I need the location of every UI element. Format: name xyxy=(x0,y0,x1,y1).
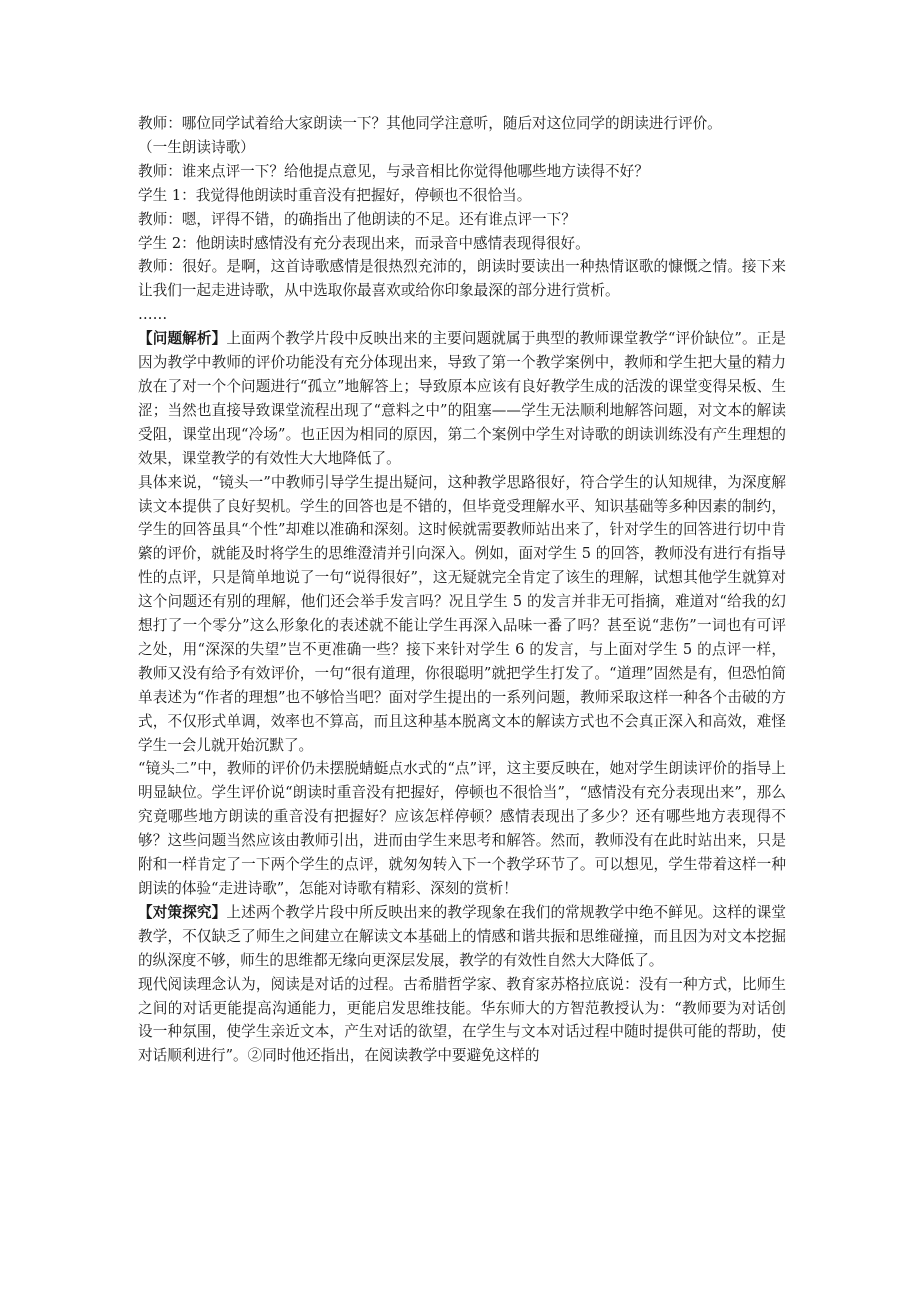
paragraph: 具体来说，“镜头一”中教师引导学生提出疑问，这种教学思路很好，符合学生的认知规律，为深度解读文本提供了良好契机。学生的回答也是不错的，但毕竟受理解水平、知识基础等多种因素的制约，学生的回答虽具“个性”却难以准确和深刻。这时候就需要教师站出来了，针对学生的回答进行切中肯綮的评价，就能及时将学生的思维澄清并引向深入。例如，面对学生 5 的回答，教师没有进行有指导性的点评，只是简单地说了一句“说得很好”，这无疑就完全肯定了该生的理解，试想其他学生就算对这个问题还有别的理解，他们还会举手发言吗？况且学生 5 的发言并非无可指摘，难道对“给我的幻想打了一个零分”这么形象化的表述就不能让学生再深入品味一番了吗？甚至说“悲伤”一词也有可评之处，用“深深的失望”岂不更准确一些？接下来针对学生 6 的发言，与上面对学生 5 的点评一样，教师又没有给予有效评价，一句“很有道理，你很聪明”就把学生打发了。“道理”固然是有，但恐怕简单表述为“作者的理想”也不够恰当吧？面对学生提出的一系列问题，教师采取这样一种各个击破的方式，不仅形式单调，效率也不算高，而且这种基本脱离文本的解读方式也不会真正深入和高效，难怪学生一会儿就开始沉默了。 xyxy=(138,473,786,754)
paragraph-strategy: 【对策探究】上述两个教学片段中所反映出来的教学现象在我们的常规教学中绝不鲜见。这样的课堂教学，不仅缺乏了师生之间建立在解读文本基础上的情感和谐共振和思维碰撞，而且因为对文本挖掘的纵深度不够，师生的思维都无缘向更深层发展，教学的有效性自然大大降低了。 xyxy=(138,903,786,969)
document-page xyxy=(138,112,786,1068)
paragraph-problem-analysis: 【问题解析】上面两个教学片段中反映出来的主要问题就属于典型的教师课堂教学“评价缺位”。正是因为教学中教师的评价功能没有充分体现出来，导致了第一个教学案例中，教师和学生把大量的精力放在了对一个个问题进行“孤立”地解答上；导致原本应该有良好教学生成的活泼的课堂变得呆板、生涩；当然也直接导致课堂流程出现了“意料之中”的阻塞——学生无法顺利地解答问题，对文本的解读受阻，课堂出现“冷场”。也正因为相同的原因，第二个案例中学生对诗歌的朗读训练没有产生理想的效果，课堂教学的有效性大大地降低了。 xyxy=(138,330,786,467)
paragraph: 现代阅读理念认为，阅读是对话的过程。古希腊哲学家、教育家苏格拉底说：没有一种方式，比师生之间的对话更能提高沟通能力，更能启发思维技能。华东师大的方智范教授认为：“教师要为对话创设一种氛围，使学生亲近文本，产生对话的欲望，在学生与文本对话过程中随时提供可能的帮助，使对话顺利进行”。②同时他还指出，在阅读教学中要避免这样的 xyxy=(138,975,786,1065)
paragraph: 教师：谁来点评一下？给他提点意见，与录音相比你觉得他哪些地方读得不好？ xyxy=(138,162,649,180)
paragraph: “镜头二”中，教师的评价仍未摆脱蜻蜓点水式的“点”评，这主要反映在，她对学生朗读评价的指导上明显缺位。学生评价说“朗读时重音没有把握好，停顿也不很恰当”，“感情没有充分表现出来”，那么究竟哪些地方朗读的重音没有把握好？应该怎样停顿？感情表现出了多少？还有哪些地方表现得不够？这些问题当然应该由教师引出，进而由学生来思考和解答。然而，教师没有在此时站出来，只是附和一样肯定了一下两个学生的点评，就匆匆转入下一个教学环节了。可以想见，学生带着这样一种朗读的体验“走进诗歌”，怎能对诗歌有精彩、深刻的赏析！ xyxy=(138,760,786,897)
paragraph: 教师：哪位同学试着给大家朗读一下？其他同学注意听，随后对这位同学的朗读进行评价。 xyxy=(138,115,722,132)
paragraph: （一生朗读诗歌） xyxy=(138,138,255,156)
paragraph: 学生 2：他朗读时感情没有充分表现出来，而录音中感情表现得很好。 xyxy=(138,234,590,252)
section-heading: 【对策探究】 xyxy=(138,903,227,921)
paragraph: 教师：嗯，评得不错，的确指出了他朗读的不足。还有谁点评一下？ xyxy=(138,210,576,228)
paragraph: 学生 1：我觉得他朗读时重音没有把握好，停顿也不很恰当。 xyxy=(138,186,532,204)
paragraph: 教师：很好。是啊，这首诗歌感情是很热烈充沛的，朗读时要读出一种热情讴歌的慷慨之情。接下来让我们一起走进诗歌，从中选取你最喜欢或给你印象最深的部分进行赏析。 xyxy=(138,258,786,300)
section-heading: 【问题解析】 xyxy=(138,330,227,348)
ellipsis-line: …… xyxy=(138,306,168,324)
